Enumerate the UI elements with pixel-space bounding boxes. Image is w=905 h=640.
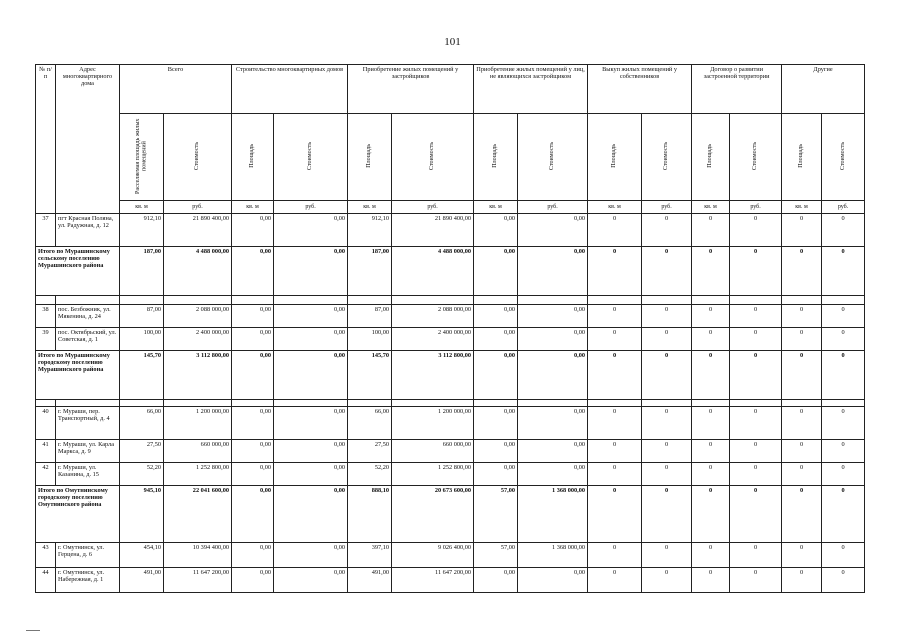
table-row: [36, 463, 865, 486]
spacer-row: [36, 400, 865, 407]
cell-total-cost: 660 000,00: [164, 440, 232, 463]
cell-agreement-cost: 0: [730, 543, 782, 568]
cell-other-area: 0: [782, 328, 822, 351]
cell-total-area: 27,50: [120, 440, 164, 463]
cell-buyout-cost: 0: [642, 407, 692, 440]
cell-other-area: 0: [782, 440, 822, 463]
table-row: [36, 440, 865, 463]
cell-total-area: 100,00: [120, 328, 164, 351]
unit-sqm: кв. м: [692, 201, 730, 214]
unit-sqm: кв. м: [474, 201, 518, 214]
cell-agreement-cost: 0: [730, 486, 782, 543]
cell-developer-cost: 20 673 600,00: [392, 486, 474, 543]
cell-agreement-area: 0: [692, 463, 730, 486]
subtotal-name: Итого по Мурашинскому сельскому поселению Мурашинского района: [36, 247, 120, 296]
cell-agreement-cost: 0: [730, 247, 782, 296]
cell-agreement-area: 0: [692, 214, 730, 247]
cell-nondeveloper-area: 0,00: [474, 214, 518, 247]
cell-agreement-cost: 0: [730, 305, 782, 328]
cell-other-cost: 0: [822, 486, 865, 543]
cell-nondeveloper-cost: 0,00: [518, 440, 588, 463]
sub-header-cost: Стоимость: [642, 114, 692, 201]
cell-total-area: 454,10: [120, 543, 164, 568]
sub-header-cost: Стоимость: [730, 114, 782, 201]
row-address: г. Мураши, ул. Казанина, д. 15: [56, 463, 120, 486]
sub-header-area: Площадь: [232, 114, 274, 201]
cell-construction-area: 0,00: [232, 328, 274, 351]
unit-sqm: кв. м: [232, 201, 274, 214]
cell-nondeveloper-cost: 0,00: [518, 305, 588, 328]
header-no: № п/п: [36, 65, 56, 214]
row-number: 37: [36, 214, 56, 247]
cell-developer-area: 397,10: [348, 543, 392, 568]
cell-nondeveloper-cost: 0,00: [518, 214, 588, 247]
unit-rub: руб.: [822, 201, 865, 214]
table-row: [36, 407, 865, 440]
cell-buyout-cost: 0: [642, 351, 692, 400]
cell-buyout-area: 0: [588, 463, 642, 486]
row-address: пос. Октябрьский, ул. Советская, д. 1: [56, 328, 120, 351]
cell-agreement-area: 0: [692, 568, 730, 593]
cell-nondeveloper-area: 0,00: [474, 463, 518, 486]
cell-buyout-area: 0: [588, 305, 642, 328]
cell-agreement-area: 0: [692, 543, 730, 568]
cell-other-cost: 0: [822, 543, 865, 568]
row-number: 42: [36, 463, 56, 486]
cell-buyout-area: 0: [588, 214, 642, 247]
cell-nondeveloper-area: 0,00: [474, 407, 518, 440]
row-address: пос. Безбожник, ул. Мякенина, д. 24: [56, 305, 120, 328]
sub-header-cost: Стоимость: [392, 114, 474, 201]
cell-developer-cost: 9 026 400,00: [392, 543, 474, 568]
cell-total-cost: 2 400 000,00: [164, 328, 232, 351]
header-group-other: Другие: [782, 65, 865, 114]
unit-sqm: кв. м: [588, 201, 642, 214]
cell-total-area: 187,00: [120, 247, 164, 296]
cell-construction-cost: 0,00: [274, 543, 348, 568]
cell-total-area: 66,00: [120, 407, 164, 440]
cell-other-cost: 0: [822, 568, 865, 593]
cell-buyout-area: 0: [588, 351, 642, 400]
cell-total-cost: 2 088 000,00: [164, 305, 232, 328]
cell-agreement-area: 0: [692, 486, 730, 543]
subtotal-row: [36, 351, 865, 400]
cell-other-area: 0: [782, 351, 822, 400]
cell-developer-cost: 3 112 800,00: [392, 351, 474, 400]
cell-nondeveloper-cost: 0,00: [518, 328, 588, 351]
cell-other-area: 0: [782, 543, 822, 568]
sub-header-cost: Стоимость: [274, 114, 348, 201]
cell-developer-area: 491,00: [348, 568, 392, 593]
cell-buyout-area: 0: [588, 407, 642, 440]
cell-buyout-cost: 0: [642, 328, 692, 351]
cell-buyout-area: 0: [588, 543, 642, 568]
subtotal-row: [36, 247, 865, 296]
cell-total-area: 945,10: [120, 486, 164, 543]
sub-header-area: Площадь: [782, 114, 822, 201]
cell-total-area: 491,00: [120, 568, 164, 593]
cell-agreement-cost: 0: [730, 407, 782, 440]
cell-construction-cost: 0,00: [274, 328, 348, 351]
cell-total-cost: 10 394 400,00: [164, 543, 232, 568]
header-group-nondeveloper-purchase: Приобретение жилых помещений у лиц, не являющихся застройщиком: [474, 65, 588, 114]
table-row: [36, 543, 865, 568]
unit-rub: руб.: [274, 201, 348, 214]
unit-rub: руб.: [730, 201, 782, 214]
header-group-buyout: Выкуп жилых помещений у собственников: [588, 65, 692, 114]
cell-agreement-cost: 0: [730, 440, 782, 463]
row-number: 39: [36, 328, 56, 351]
cell-buyout-cost: 0: [642, 463, 692, 486]
sub-header-cost: Стоимость: [164, 114, 232, 201]
cell-developer-cost: 660 000,00: [392, 440, 474, 463]
cell-buyout-area: 0: [588, 328, 642, 351]
cell-buyout-cost: 0: [642, 486, 692, 543]
cell-developer-cost: 11 647 200,00: [392, 568, 474, 593]
table-row: [36, 305, 865, 328]
spacer-row: [36, 296, 865, 305]
cell-other-area: 0: [782, 486, 822, 543]
cell-developer-cost: 1 252 800,00: [392, 463, 474, 486]
cell-agreement-area: 0: [692, 247, 730, 296]
cell-construction-cost: 0,00: [274, 440, 348, 463]
cell-developer-area: 888,10: [348, 486, 392, 543]
header-group-developer-purchase: Приобретение жилых помещений у застройщиков: [348, 65, 474, 114]
header-address: Адрес многоквартирного дома: [56, 65, 120, 214]
cell-agreement-area: 0: [692, 440, 730, 463]
cell-developer-area: 912,10: [348, 214, 392, 247]
cell-developer-area: 100,00: [348, 328, 392, 351]
row-number: 38: [36, 305, 56, 328]
cell-total-area: 87,00: [120, 305, 164, 328]
row-address: г. Омутнинск, ул. Герцена, д. 6: [56, 543, 120, 568]
resettlement-table: [35, 64, 865, 593]
row-address: г. Мураши, ул. Карла Маркса, д. 9: [56, 440, 120, 463]
cell-agreement-area: 0: [692, 305, 730, 328]
cell-agreement-area: 0: [692, 351, 730, 400]
cell-other-area: 0: [782, 305, 822, 328]
row-address: г. Мураши, пер. Транспортный, д. 4: [56, 407, 120, 440]
sub-header-area: Площадь: [588, 114, 642, 201]
cell-nondeveloper-cost: 0,00: [518, 247, 588, 296]
cell-construction-area: 0,00: [232, 351, 274, 400]
page-number: 101: [444, 36, 461, 48]
cell-other-cost: 0: [822, 214, 865, 247]
row-number: 41: [36, 440, 56, 463]
group-header-row: [36, 65, 865, 114]
cell-agreement-cost: 0: [730, 568, 782, 593]
cell-buyout-area: 0: [588, 486, 642, 543]
cell-buyout-area: 0: [588, 247, 642, 296]
table-row: [36, 568, 865, 593]
cell-nondeveloper-cost: 1 368 000,00: [518, 543, 588, 568]
header-group-development-agreement: Договор о развитии застроенной территории: [692, 65, 782, 114]
cell-total-cost: 11 647 200,00: [164, 568, 232, 593]
cell-other-cost: 0: [822, 328, 865, 351]
sub-header-area-total: Расселяемая площадь жилых помещений: [120, 114, 164, 201]
cell-agreement-area: 0: [692, 328, 730, 351]
cell-construction-area: 0,00: [232, 214, 274, 247]
cell-developer-area: 27,50: [348, 440, 392, 463]
cell-buyout-cost: 0: [642, 440, 692, 463]
cell-total-cost: 3 112 800,00: [164, 351, 232, 400]
cell-nondeveloper-cost: 1 368 000,00: [518, 486, 588, 543]
cell-total-area: 52,20: [120, 463, 164, 486]
cell-buyout-cost: 0: [642, 543, 692, 568]
cell-agreement-cost: 0: [730, 463, 782, 486]
cell-developer-area: 187,00: [348, 247, 392, 296]
subtotal-name: Итого по Мурашинскому городскому поселению Мурашинского района: [36, 351, 120, 400]
cell-buyout-cost: 0: [642, 247, 692, 296]
cell-nondeveloper-area: 0,00: [474, 305, 518, 328]
row-number: 43: [36, 543, 56, 568]
cell-other-area: 0: [782, 568, 822, 593]
cell-construction-cost: 0,00: [274, 247, 348, 296]
cell-nondeveloper-cost: 0,00: [518, 568, 588, 593]
cell-buyout-cost: 0: [642, 214, 692, 247]
unit-rub: руб.: [164, 201, 232, 214]
cell-construction-area: 0,00: [232, 407, 274, 440]
cell-total-area: 145,70: [120, 351, 164, 400]
header-group-construction: Строительство многоквартирных домов: [232, 65, 348, 114]
cell-developer-cost: 2 088 000,00: [392, 305, 474, 328]
cell-construction-cost: 0,00: [274, 407, 348, 440]
cell-buyout-cost: 0: [642, 568, 692, 593]
sub-header-cost: Стоимость: [518, 114, 588, 201]
subtotal-name: Итого по Омутнинскому городскому поселению Омутнинского района: [36, 486, 120, 543]
scan-artifact: [26, 630, 40, 631]
row-address: пгт Красная Поляна, ул. Радужная, д. 12: [56, 214, 120, 247]
cell-nondeveloper-cost: 0,00: [518, 351, 588, 400]
cell-agreement-area: 0: [692, 407, 730, 440]
header-group-total: Всего: [120, 65, 232, 114]
cell-developer-cost: 2 400 000,00: [392, 328, 474, 351]
cell-construction-cost: 0,00: [274, 214, 348, 247]
row-number: 40: [36, 407, 56, 440]
cell-construction-area: 0,00: [232, 440, 274, 463]
row-address: г. Омутнинск, ул. Набережная, д. 1: [56, 568, 120, 593]
cell-total-cost: 1 252 800,00: [164, 463, 232, 486]
cell-developer-area: 145,70: [348, 351, 392, 400]
cell-other-cost: 0: [822, 407, 865, 440]
unit-sqm: кв. м: [348, 201, 392, 214]
cell-buyout-cost: 0: [642, 305, 692, 328]
cell-construction-area: 0,00: [232, 543, 274, 568]
cell-developer-area: 66,00: [348, 407, 392, 440]
sub-header-area: Площадь: [474, 114, 518, 201]
cell-construction-cost: 0,00: [274, 351, 348, 400]
cell-agreement-cost: 0: [730, 328, 782, 351]
cell-nondeveloper-area: 57,00: [474, 486, 518, 543]
cell-nondeveloper-area: 0,00: [474, 328, 518, 351]
sub-header-row: [36, 114, 865, 201]
cell-other-area: 0: [782, 407, 822, 440]
cell-total-cost: 21 890 400,00: [164, 214, 232, 247]
unit-sqm: кв. м: [782, 201, 822, 214]
sub-header-area: Площадь: [692, 114, 730, 201]
table-row: [36, 214, 865, 247]
cell-nondeveloper-cost: 0,00: [518, 407, 588, 440]
cell-total-cost: 4 488 000,00: [164, 247, 232, 296]
sub-header-cost: Стоимость: [822, 114, 865, 201]
cell-construction-cost: 0,00: [274, 463, 348, 486]
cell-construction-area: 0,00: [232, 486, 274, 543]
cell-other-cost: 0: [822, 440, 865, 463]
cell-other-cost: 0: [822, 247, 865, 296]
unit-rub: руб.: [392, 201, 474, 214]
cell-developer-area: 87,00: [348, 305, 392, 328]
sub-header-area: Площадь: [348, 114, 392, 201]
cell-developer-cost: 1 200 000,00: [392, 407, 474, 440]
cell-other-cost: 0: [822, 351, 865, 400]
cell-construction-area: 0,00: [232, 247, 274, 296]
cell-construction-area: 0,00: [232, 568, 274, 593]
cell-total-cost: 1 200 000,00: [164, 407, 232, 440]
units-row: [36, 201, 865, 214]
cell-construction-area: 0,00: [232, 463, 274, 486]
unit-rub: руб.: [642, 201, 692, 214]
cell-nondeveloper-area: 0,00: [474, 351, 518, 400]
cell-total-area: 912,10: [120, 214, 164, 247]
cell-other-area: 0: [782, 214, 822, 247]
cell-construction-area: 0,00: [232, 305, 274, 328]
subtotal-row: [36, 486, 865, 543]
cell-nondeveloper-area: 0,00: [474, 568, 518, 593]
cell-total-cost: 22 041 600,00: [164, 486, 232, 543]
cell-other-cost: 0: [822, 305, 865, 328]
cell-construction-cost: 0,00: [274, 486, 348, 543]
cell-buyout-area: 0: [588, 440, 642, 463]
unit-rub: руб.: [518, 201, 588, 214]
cell-developer-cost: 21 890 400,00: [392, 214, 474, 247]
cell-other-area: 0: [782, 463, 822, 486]
table-row: [36, 328, 865, 351]
cell-nondeveloper-area: 57,00: [474, 543, 518, 568]
cell-developer-area: 52,20: [348, 463, 392, 486]
cell-construction-cost: 0,00: [274, 305, 348, 328]
cell-agreement-cost: 0: [730, 351, 782, 400]
cell-nondeveloper-area: 0,00: [474, 247, 518, 296]
cell-agreement-cost: 0: [730, 214, 782, 247]
cell-buyout-area: 0: [588, 568, 642, 593]
cell-nondeveloper-area: 0,00: [474, 440, 518, 463]
cell-other-cost: 0: [822, 463, 865, 486]
cell-developer-cost: 4 488 000,00: [392, 247, 474, 296]
cell-construction-cost: 0,00: [274, 568, 348, 593]
unit-sqm: кв. м: [120, 201, 164, 214]
cell-other-area: 0: [782, 247, 822, 296]
cell-nondeveloper-cost: 0,00: [518, 463, 588, 486]
row-number: 44: [36, 568, 56, 593]
